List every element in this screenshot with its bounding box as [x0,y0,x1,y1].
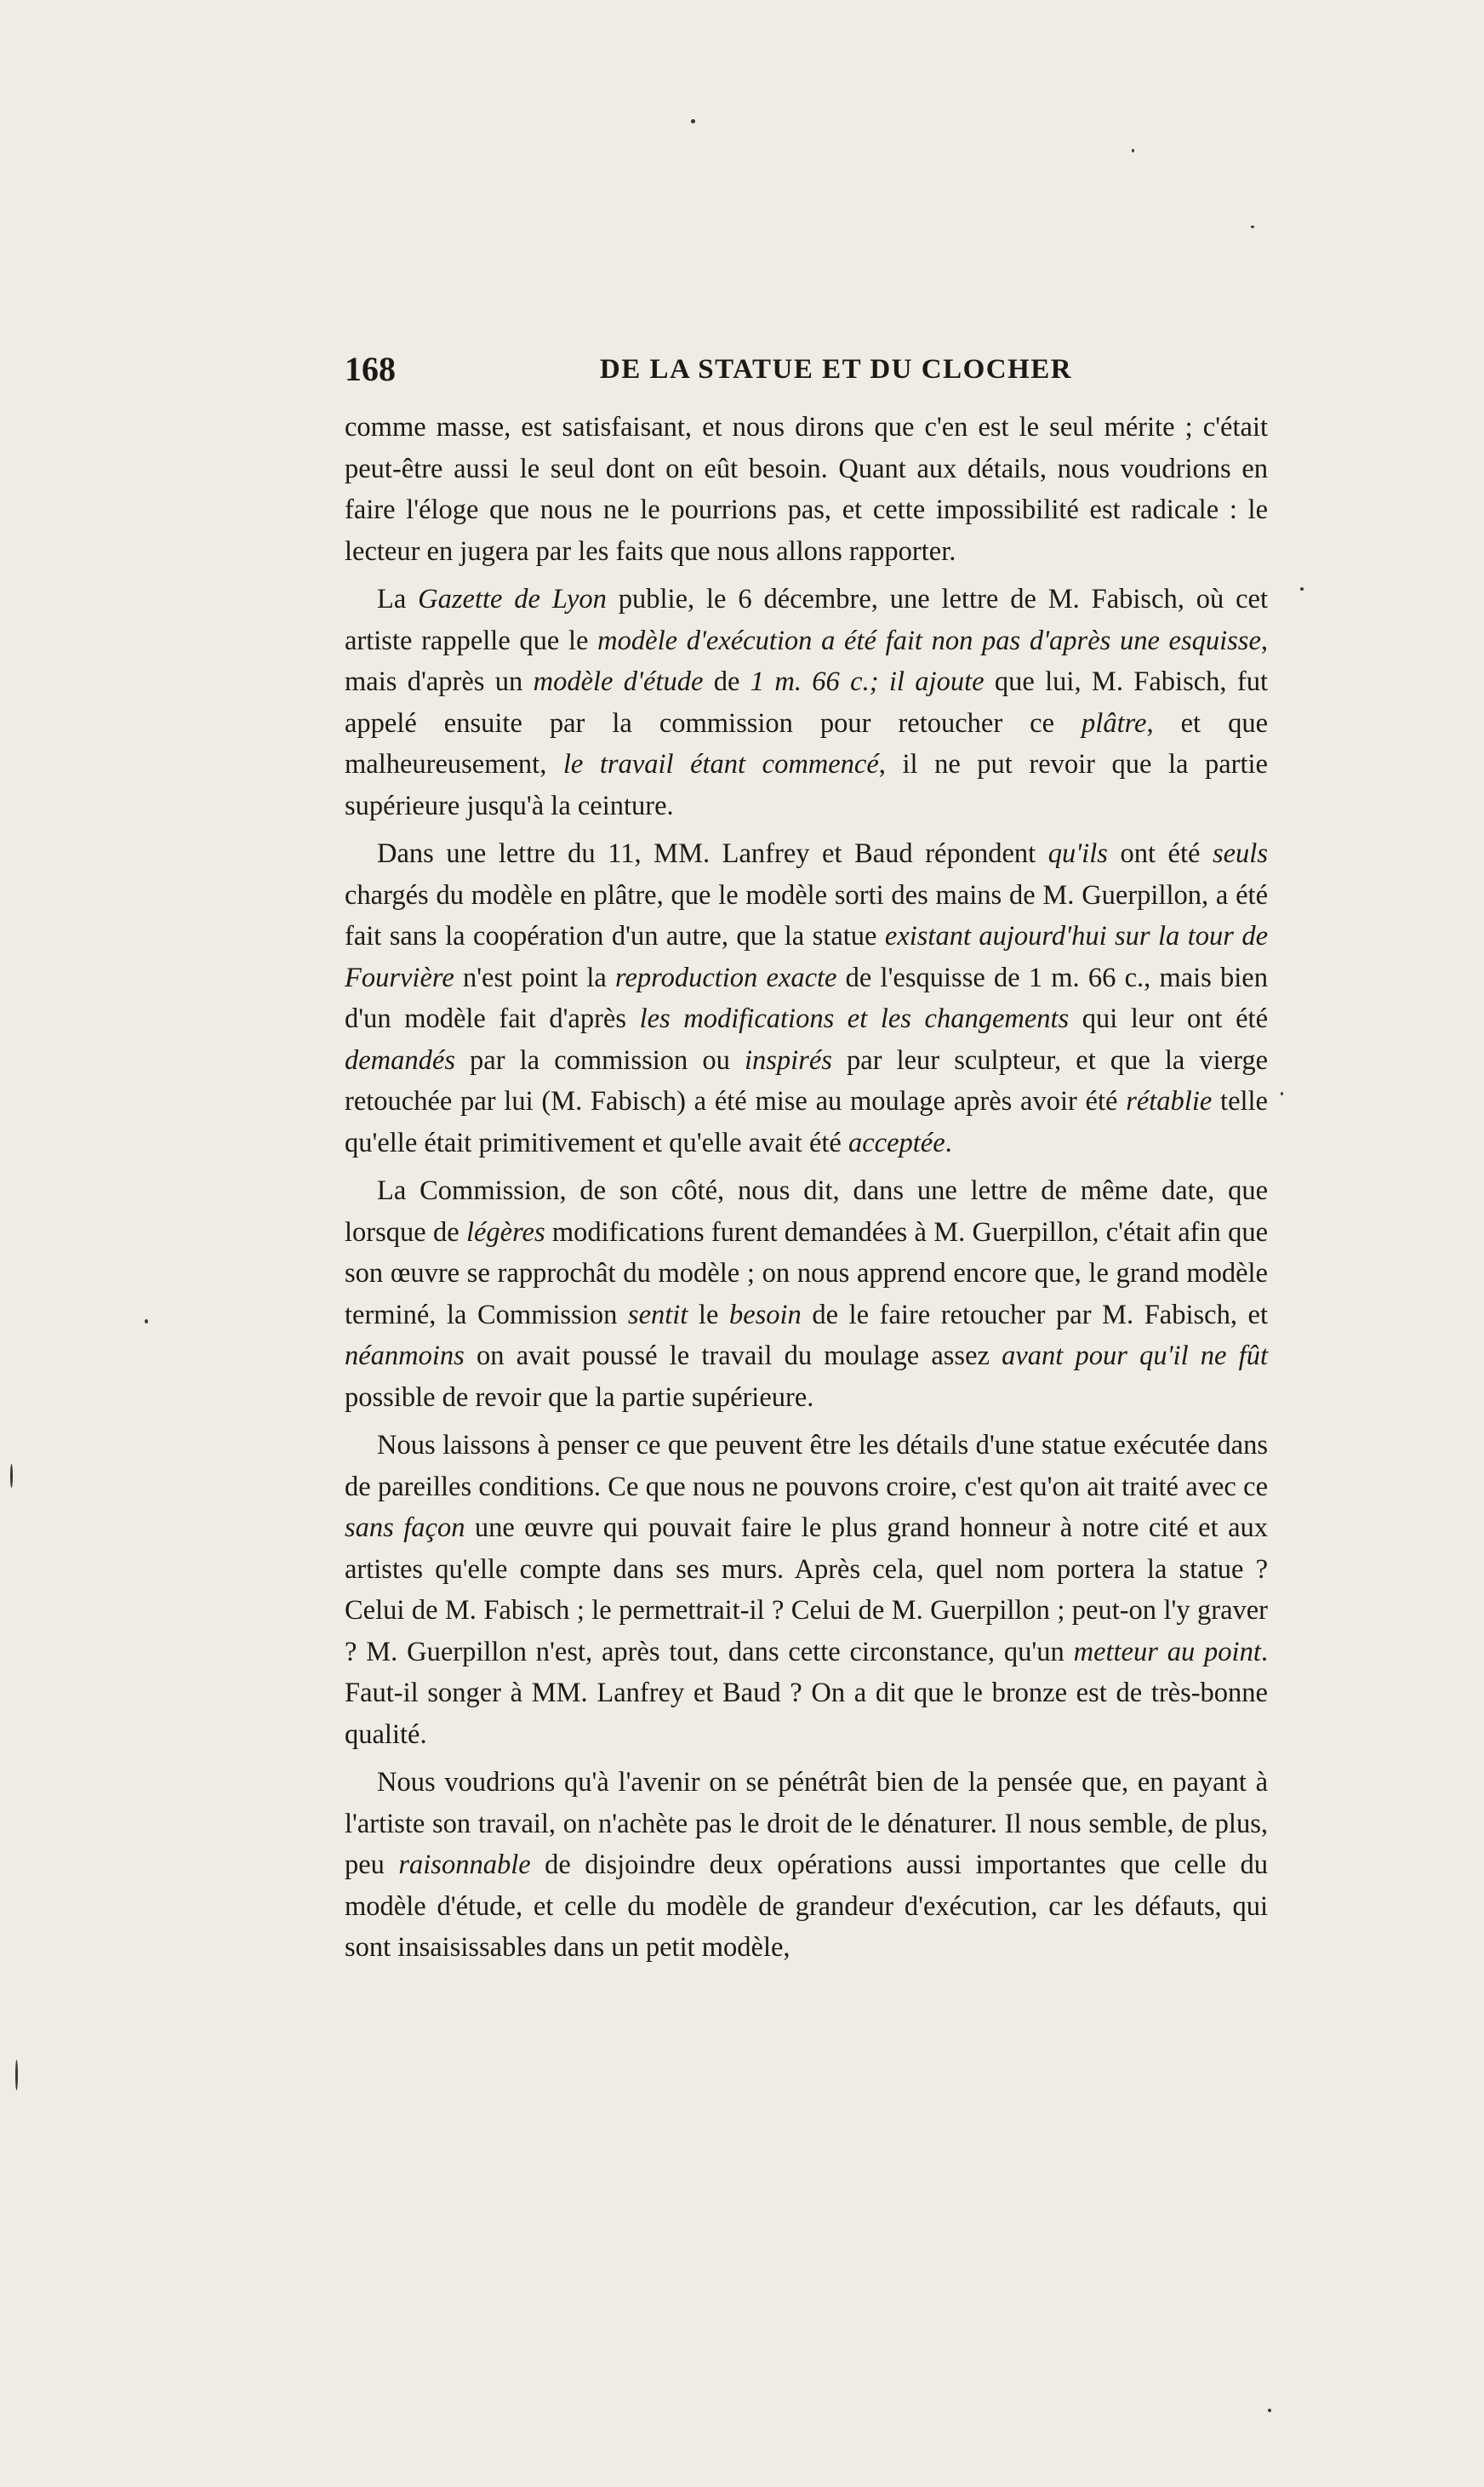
text-run: Nous laissons à penser ce que peuvent être les détails d'une statue exécutée dans de pareilles conditions. Ce que nous ne pouvons croire, c'est qu'on ait traité avec ce [345,1430,1268,1502]
italic-text: modèle d'étude [533,666,704,697]
text-run: une œuvre qui pouvait faire le plus grand honneur à notre cité et aux artistes qu'elle compte dans ses murs. Après cela, quel nom portera la statue ? Celui de M. Fabisch ; le permettrait-il ? Celui de M. Guerpillon ; peut-on l'y graver ? M. Guerpillon n'est, après tout, dans cette circonstance, qu'un [345,1512,1268,1667]
text-run: , mais d'après un [345,625,1268,697]
paragraph [345,1425,1268,1755]
italic-text: modèle d'exécution a été fait non pas d'après une esquisse [597,625,1261,656]
italic-text: qu'ils [1047,838,1108,869]
text-run: de le faire retoucher par M. Fabisch, et [801,1299,1268,1330]
scan-speck [1300,587,1304,591]
italic-text: plâtre [1082,707,1147,739]
paragraph [345,407,1268,572]
italic-text: légères [465,1216,545,1248]
text-run: par leur sculpteur, et que la vierge retouchée par lui (M. Fabisch) a été mise au moulage après avoir été [345,1044,1268,1117]
text-run: La [377,584,419,615]
text-run: n'est point la [454,962,616,993]
italic-text: néanmoins [345,1341,465,1371]
italic-text: acceptée [848,1127,945,1158]
text-run: de [703,666,751,697]
text-run: . [945,1127,952,1158]
italic-text: seuls [1212,838,1268,869]
italic-text: rétablie [1126,1086,1213,1117]
text-run: ont été [1107,838,1213,869]
text-run: chargés du modèle en plâtre, que le modèle sorti des mains de M. Guerpillon, a été fait sans la coopération d'un autre, que la statue [345,879,1268,952]
text-run: . Faut-il songer à MM. Lanfrey et Baud ? On a dit que le bronze est de très-bonne qualité. [345,1636,1268,1750]
text-run: , il ne put revoir que la partie supérieure jusqu'à la ceinture. [345,749,1268,821]
scan-speck [691,119,695,123]
italic-text: les modifications et les changements [639,1003,1070,1034]
italic-text: existant aujourd'hui sur la tour de Fourvière [345,921,1269,993]
italic-text: sans façon [345,1512,465,1543]
page-header [345,349,1268,400]
scan-speck [15,2060,18,2090]
text-run: par la commission ou [454,1044,745,1076]
scan-speck [1132,149,1134,152]
paragraph [345,1762,1268,1969]
text-run: publie, le 6 décembre, une lettre de M. Fabisch, où cet artiste rappelle que le [345,584,1268,656]
paragraph [345,1170,1268,1418]
scan-speck [1251,226,1254,228]
italic-text: inspirés [744,1044,832,1076]
text-run: telle qu'elle était primitivement et qu'elle avait été [345,1086,1268,1158]
text-run: Dans une lettre du 11, MM. Lanfrey et Baud répondent [377,838,1048,869]
text-run: de l'esquisse de 1 m. 66 c., mais bien d'un modèle fait d'après [345,962,1268,1034]
scan-speck [1281,1092,1283,1095]
text-run: on avait poussé le travail du moulage assez [464,1341,1002,1371]
italic-text: Gazette de Lyon [418,584,607,615]
italic-text: le travail étant commencé [562,749,879,780]
text-run: , et que malheureusement, [345,707,1268,780]
text-run: que lui, M. Fabisch, fut appelé ensuite par la commission pour retoucher ce [345,666,1268,739]
italic-text: avant pour qu'il ne fût [1002,1341,1268,1371]
text-run: le [688,1299,729,1330]
scan-speck [1268,2409,1271,2412]
italic-text: 1 m. 66 c.; il ajoute [750,666,985,697]
italic-text: reproduction exacte [615,962,837,993]
text-run: La Commission, de son côté, nous dit, dans une lettre de même date, que lorsque de [345,1175,1268,1248]
italic-text: demandés [345,1044,455,1076]
text-run: Nous voudrions qu'à l'avenir on se pénétrât bien de la pensée que, en payant à l'artiste son travail, on n'achète pas le droit de le dénaturer. Il nous semble, de plus, peu [345,1767,1268,1880]
italic-text: metteur au point [1073,1636,1261,1667]
italic-text: besoin [728,1299,802,1330]
running-title: DE LA STATUE ET DU CLOCHER [599,354,1073,385]
scan-speck [10,1464,13,1488]
italic-text: sentit [627,1299,688,1330]
paragraph [345,579,1268,826]
text-run: comme masse, est satisfaisant, et nous dirons que c'en est le seul mérite ; c'était peut-être aussi le seul dont on eût besoin. Quant aux détails, nous voudrions en faire l'éloge que nous ne le pourrions pas, et cette impossibilité est radicale : le lecteur en jugera par les faits que nous allons rapporter. [345,412,1268,567]
text-run: qui leur ont été [1069,1003,1269,1034]
text-run: possible de revoir que la partie supérieure. [345,1381,814,1413]
text-run: de disjoindre deux opérations aussi importantes que celle du modèle d'étude, et celle du modèle de grandeur d'exécution, car les défauts, qui sont insaisissables dans un petit modèle, [345,1850,1268,1963]
body-text [345,407,1268,1975]
text-run: modifications furent demandées à M. Guerpillon, c'était afin que son œuvre se rapprochât du modèle ; on nous apprend encore que, le grand modèle terminé, la Commission [345,1216,1269,1330]
scan-speck [145,1319,148,1324]
italic-text: raisonnable [398,1850,531,1880]
page-number: 168 [345,350,396,388]
paragraph [345,833,1268,1163]
